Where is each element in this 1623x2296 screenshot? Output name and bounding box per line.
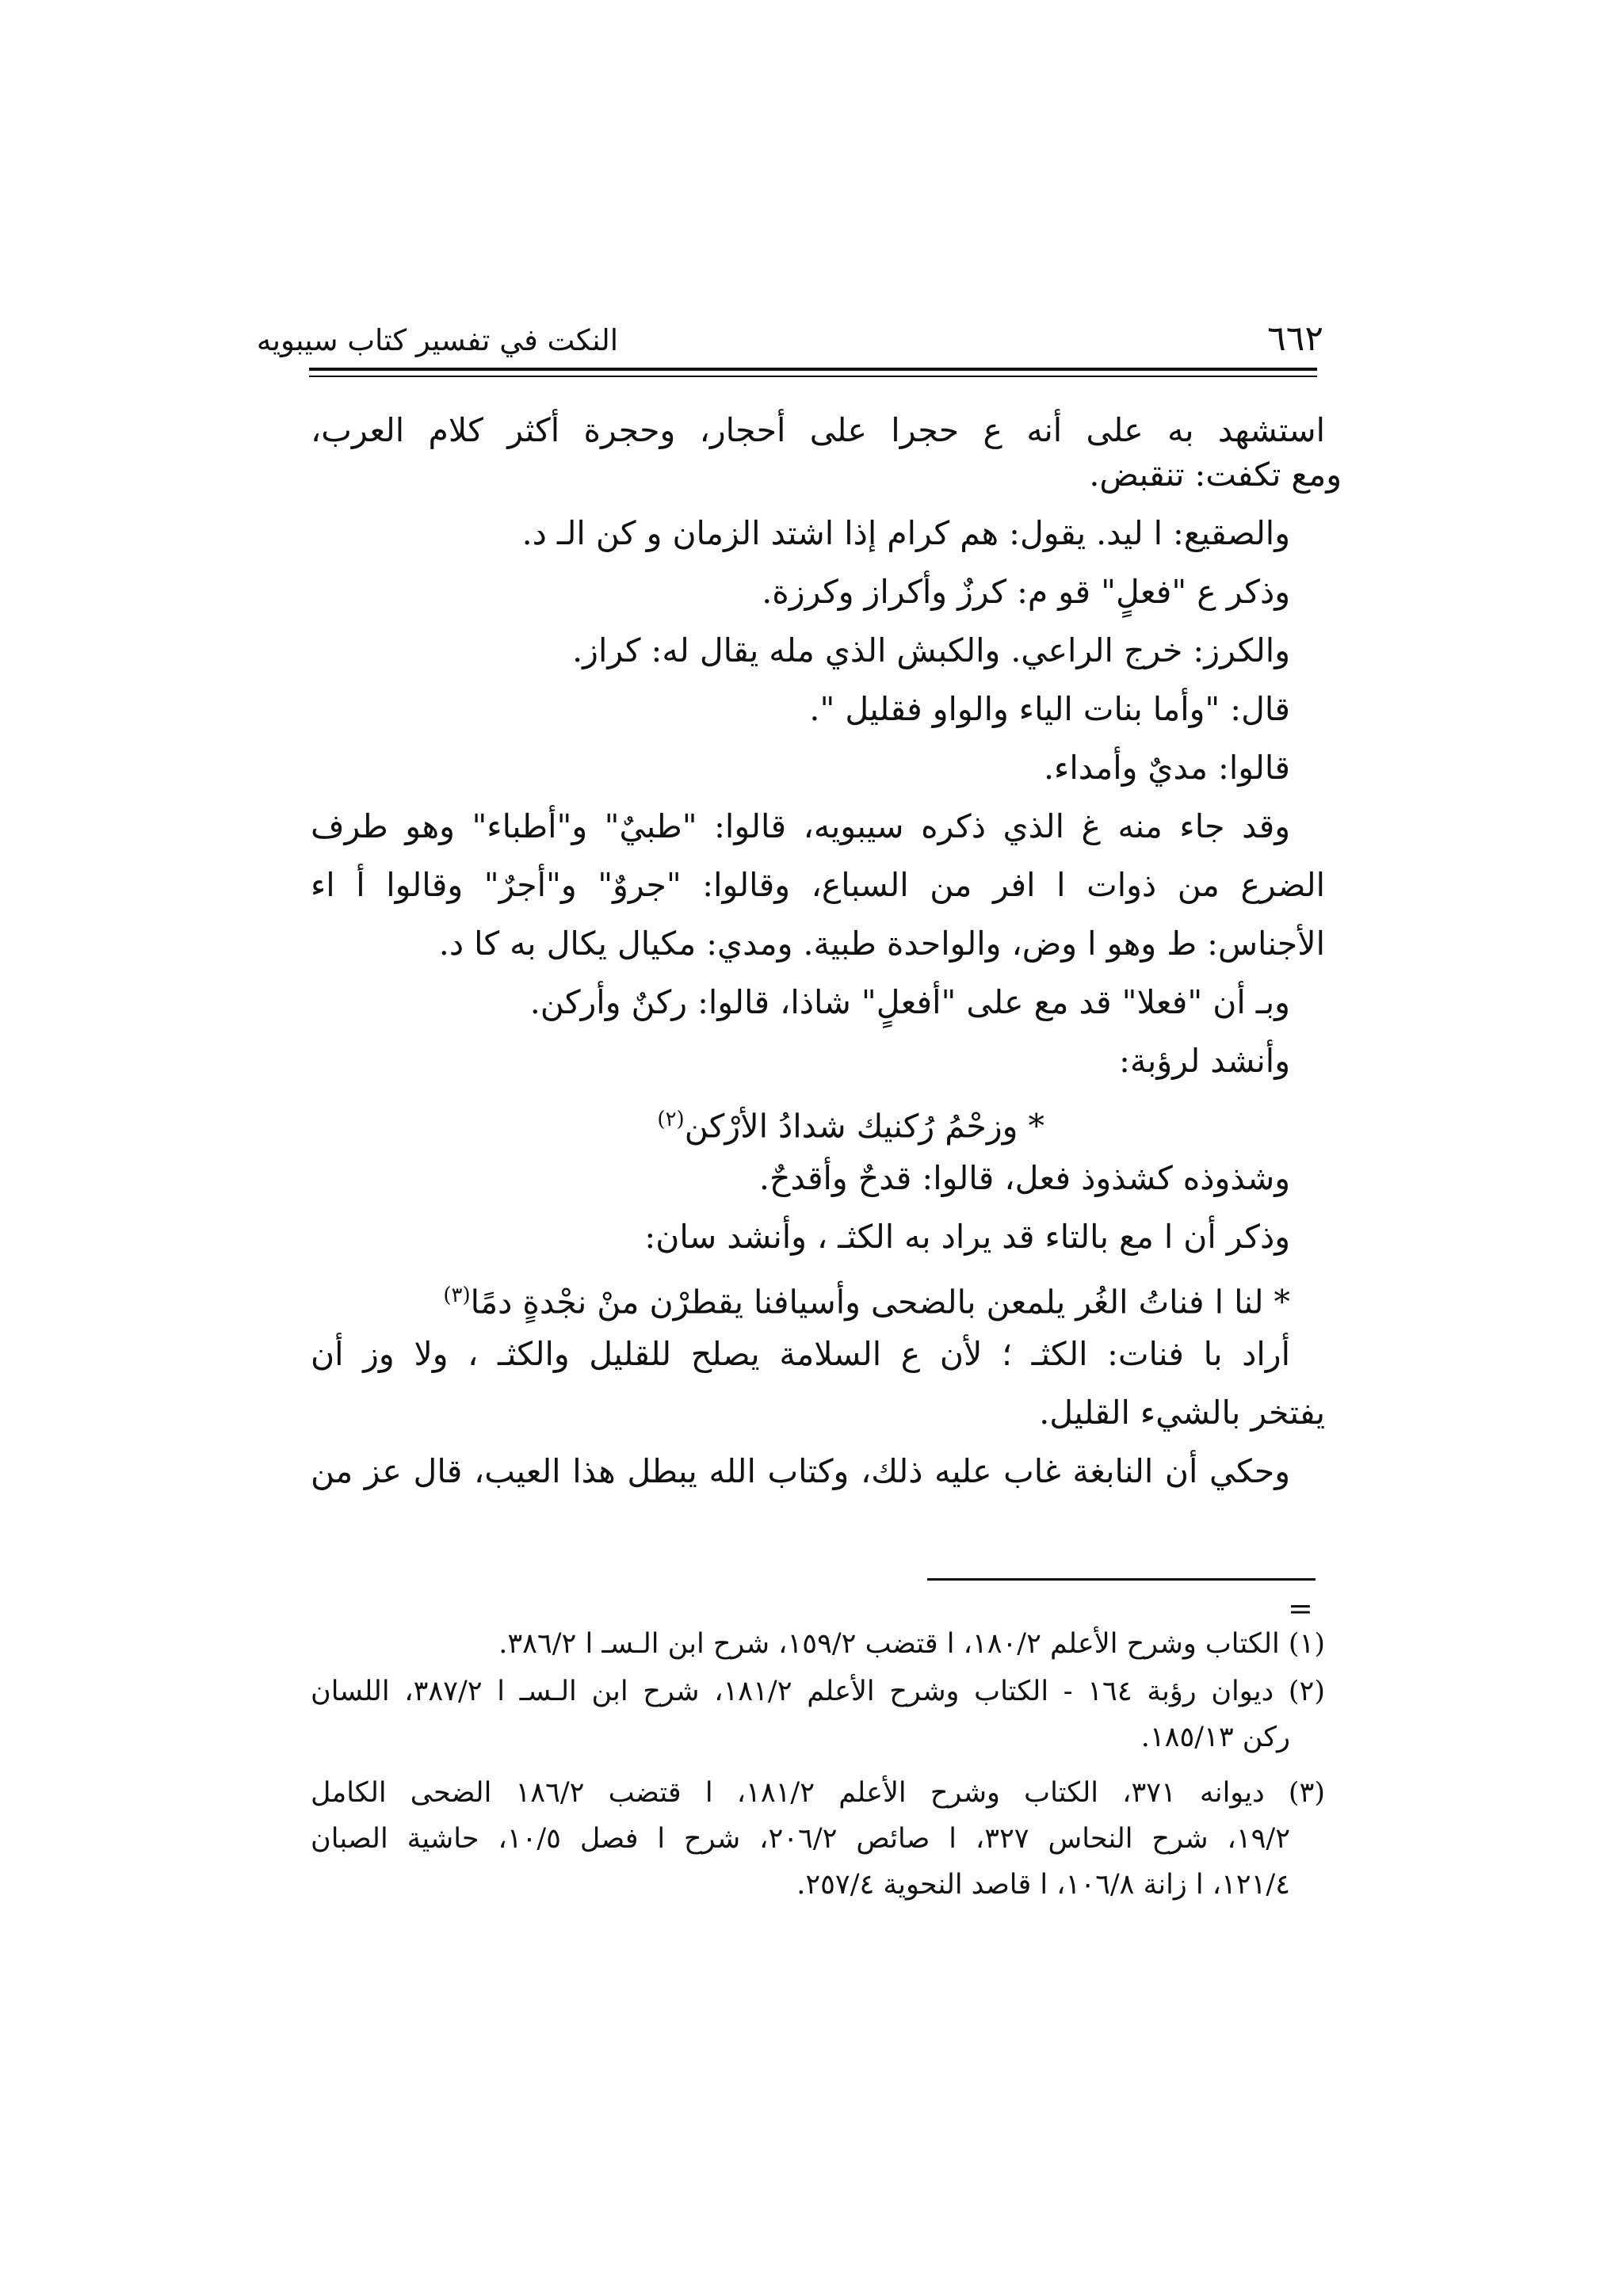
body-line: قالوا: مديٌ وأمداء. xyxy=(1044,749,1290,787)
footnote: (٢) ديوان رؤبة ١٦٤ - الكتاب وشرح الأعلم ١٨١/٢، شرح ابن الـسـ ا ٣٨٧/٢، اللسان xyxy=(311,1676,1325,1707)
footnote-ref: (٢) xyxy=(657,1108,685,1131)
body-line: والكرز: خرج الراعي. والكبش الذي مله يقال له: كراز. xyxy=(572,631,1290,669)
body-line: قال: "وأما بنات الياء والواو فقليل ". xyxy=(809,690,1290,728)
footnote: (٣) ديوانه ٣٧١، الكتاب وشرح الأعلم ١٨١/٢، ا قتضب ١٨٦/٢ الضحى الكامل xyxy=(311,1777,1325,1809)
body-line: ومع تكفت: تنقبض. xyxy=(1089,456,1342,494)
body-line: الضرع من ذوات ا افر من السباع، وقالوا: "جروٌ" و"أجرٌ" وقالوا أ اء xyxy=(311,866,1325,904)
body-line: وبـ أن "فعلا" قد مع على "أفعلٍ" شاذا، قالوا: ركنٌ وأركن. xyxy=(529,983,1290,1021)
body-line: وقد جاء منه غ الذي ذكره سيبويه، قالوا: "طبيٌ" و"أطباء" وهو طرف xyxy=(311,807,1290,845)
body-line: وذكر أن ا مع بالتاء قد يراد به الكثـ ، وأنشد سان: xyxy=(644,1218,1290,1256)
body-line: وشذوذه كشذوذ فعل، قالوا: قدحٌ وأقدحٌ. xyxy=(758,1159,1290,1197)
footnote-continuation: ١٢١/٤، ا زانة ١٠٦/٨، ا قاصد النحوية ٢٥٧/٤. xyxy=(796,1869,1290,1901)
footnote-continuation: ١٩/٢، شرح النحاس ٣٢٧، ا صائص ٢٠٦/٢، شرح ا فصل ١٠/٥، حاشية الصبان xyxy=(311,1823,1291,1855)
body-line: وأنشد لرؤبة: xyxy=(1119,1042,1290,1080)
footnote-continuation-mark: = xyxy=(1288,1591,1313,1626)
footnote: (١) الكتاب وشرح الأعلم ١٨٠/٢، ا قتضب ١٥٩/٢، شرح ابن الـسـ ا ٣٨٦/٢. xyxy=(498,1628,1325,1660)
verse-text: * وزحْمُ رُكنيك شدادُ الأرْكن xyxy=(684,1107,1044,1146)
header-rule-thick xyxy=(309,368,1317,371)
footnote-rule xyxy=(927,1578,1316,1581)
body-line: استشهد به على أنه ع حجرا على أحجار، وحجرة أكثر كلام العرب، xyxy=(311,411,1325,449)
verse-line xyxy=(443,1273,1290,1325)
body-line: وذكر ع "فعلٍ" قو م: كرزٌ وأكراز وكرزة. xyxy=(762,573,1290,611)
body-line: والصقيع: ا ليد. يقول: هم كرام إذا اشتد الزمان و كن الـ د. xyxy=(521,514,1290,552)
body-line: أراد با فنات: الكثـ ؛ لأن ع السلامة يصلح للقليل والكثـ ، ولا وز أن xyxy=(311,1335,1290,1373)
verse-text: * لنا ا فناتُ الغُر يلمعن بالضحى وأسيافنا يقطرْن منْ نجْدةٍ دمًا xyxy=(470,1283,1290,1322)
body-line: يفتخر بالشيء القليل. xyxy=(1039,1394,1325,1432)
page-number: ٦٦٢ xyxy=(1267,318,1323,359)
verse-line xyxy=(657,1097,1044,1149)
footnote-continuation: ركن ١٨٥/١٣. xyxy=(1140,1722,1290,1753)
running-header-title: النكت في تفسير كتاب سيبويه xyxy=(256,323,618,357)
body-line: الأجناس: ط وهو ا وض، والواحدة طبية. ومدي: مكيال يكال به كا د. xyxy=(438,925,1325,963)
footnote-ref: (٣) xyxy=(443,1283,471,1307)
body-line: وحكي أن النابغة غاب عليه ذلك، وكتاب الله يبطل هذا العيب، قال عز من xyxy=(311,1452,1290,1490)
header-rule-thin xyxy=(309,376,1317,377)
